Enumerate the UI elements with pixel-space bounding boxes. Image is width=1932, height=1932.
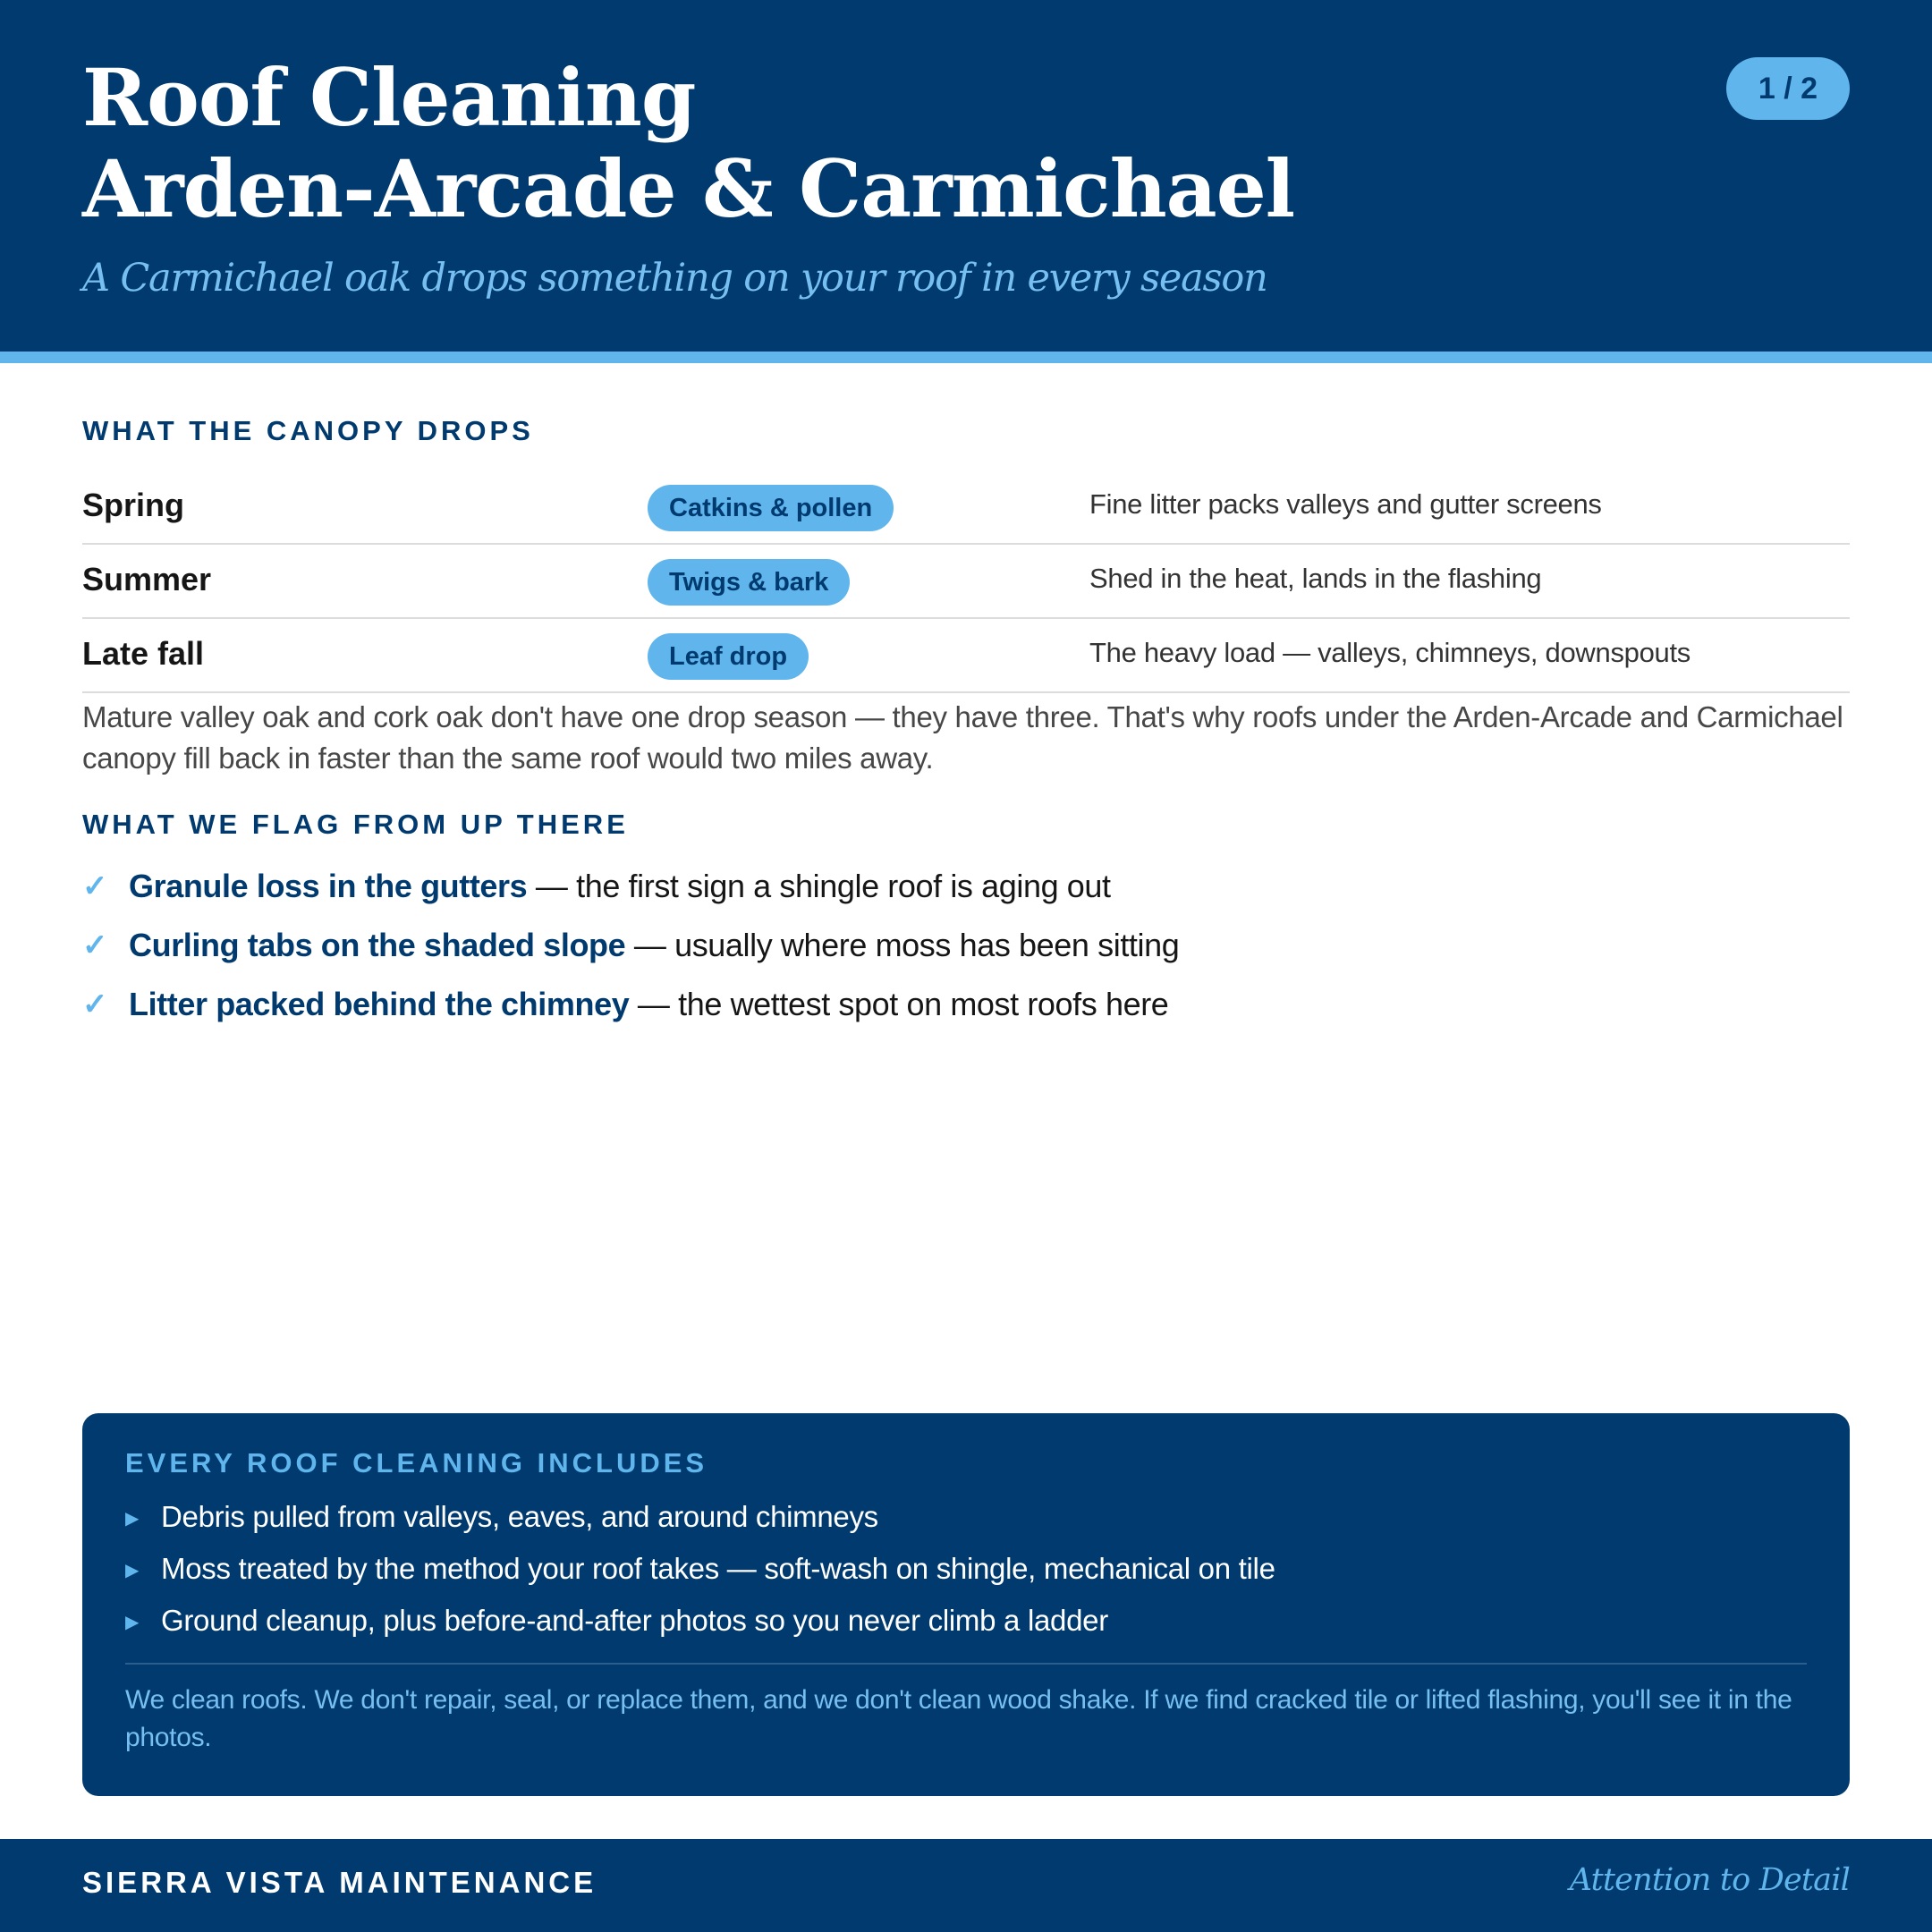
flags-section-label: WHAT WE FLAG FROM UP THERE [82, 809, 629, 840]
header-accent-stripe [0, 352, 1932, 363]
flag-item-title: Litter packed behind the chimney [129, 986, 630, 1022]
company-name: SIERRA VISTA MAINTENANCE [82, 1866, 597, 1899]
title-line-1: Roof Cleaning [82, 51, 696, 144]
bullet-arrow-icon: ▶ [125, 1561, 140, 1580]
flag-item-title: Curling tabs on the shaded slope [129, 927, 626, 963]
bullet-arrow-icon: ▶ [125, 1509, 140, 1529]
check-icon: ✓ [82, 987, 108, 1021]
company-tagline: Attention to Detail [1569, 1862, 1850, 1898]
drop-type-pill: Twigs & bark [648, 559, 850, 606]
season-name: Spring [82, 487, 184, 523]
page-header [0, 0, 1932, 352]
season-note: Fine litter packs valleys and gutter screens [1089, 488, 1602, 520]
canopy-section-label: WHAT THE CANOPY DROPS [82, 415, 534, 446]
includes-item-text: Ground cleanup, plus before-and-after photos so you never climb a ladder [161, 1604, 1108, 1637]
flag-item-detail: — the wettest spot on most roofs here [629, 986, 1169, 1022]
season-row [82, 470, 1850, 545]
includes-panel [82, 1413, 1850, 1796]
season-row [82, 619, 1850, 693]
season-row [82, 545, 1850, 619]
includes-item [125, 1549, 1275, 1601]
scope-disclaimer: We clean roofs. We don't repair, seal, or replace them, and we don't clean wood shake. If we find cracked tile or lifted flashing, you'll see it in the photos. [125, 1685, 1792, 1752]
includes-section-label: EVERY ROOF CLEANING INCLUDES [125, 1447, 708, 1479]
season-table [82, 470, 1850, 693]
includes-item-text: Moss treated by the method your roof takes — soft-wash on shingle, mechanical on tile [161, 1552, 1275, 1585]
flag-item [82, 982, 1179, 1041]
includes-item [125, 1601, 1275, 1653]
flag-item [82, 923, 1179, 982]
season-note: Shed in the heat, lands in the flashing [1089, 563, 1542, 594]
flag-item-detail: — the first sign a shingle roof is aging out [527, 868, 1111, 904]
includes-item [125, 1497, 1275, 1549]
flag-item-detail: — usually where moss has been sitting [625, 927, 1180, 963]
drop-type-pill: Leaf drop [648, 633, 809, 680]
flag-item-title: Granule loss in the gutters [129, 868, 528, 904]
drop-type-pill: Catkins & pollen [648, 485, 894, 531]
season-note: The heavy load — valleys, chimneys, downspouts [1089, 637, 1690, 668]
page-title [82, 52, 1294, 234]
check-icon: ✓ [82, 928, 108, 962]
flag-item [82, 864, 1179, 923]
includes-divider [125, 1663, 1807, 1665]
page-indicator-badge: 1 / 2 [1726, 57, 1850, 120]
flag-list [82, 864, 1179, 1041]
bullet-arrow-icon: ▶ [125, 1613, 140, 1632]
title-line-2: Arden-Arcade & Carmichael [82, 142, 1295, 235]
check-icon: ✓ [82, 869, 108, 903]
page-footer [0, 1839, 1932, 1932]
season-name: Summer [82, 561, 212, 597]
includes-list [125, 1497, 1275, 1653]
season-name: Late fall [82, 635, 205, 672]
includes-item-text: Debris pulled from valleys, eaves, and around chimneys [161, 1500, 878, 1533]
canopy-explanation: Mature valley oak and cork oak don't have one drop season — they have three. That's why roofs under the Arden-Arcade and Carmichael canopy fill back in faster than the same roof would two miles away. [82, 700, 1843, 775]
page-subtitle: A Carmichael oak drops something on your roof in every season [82, 256, 1267, 301]
